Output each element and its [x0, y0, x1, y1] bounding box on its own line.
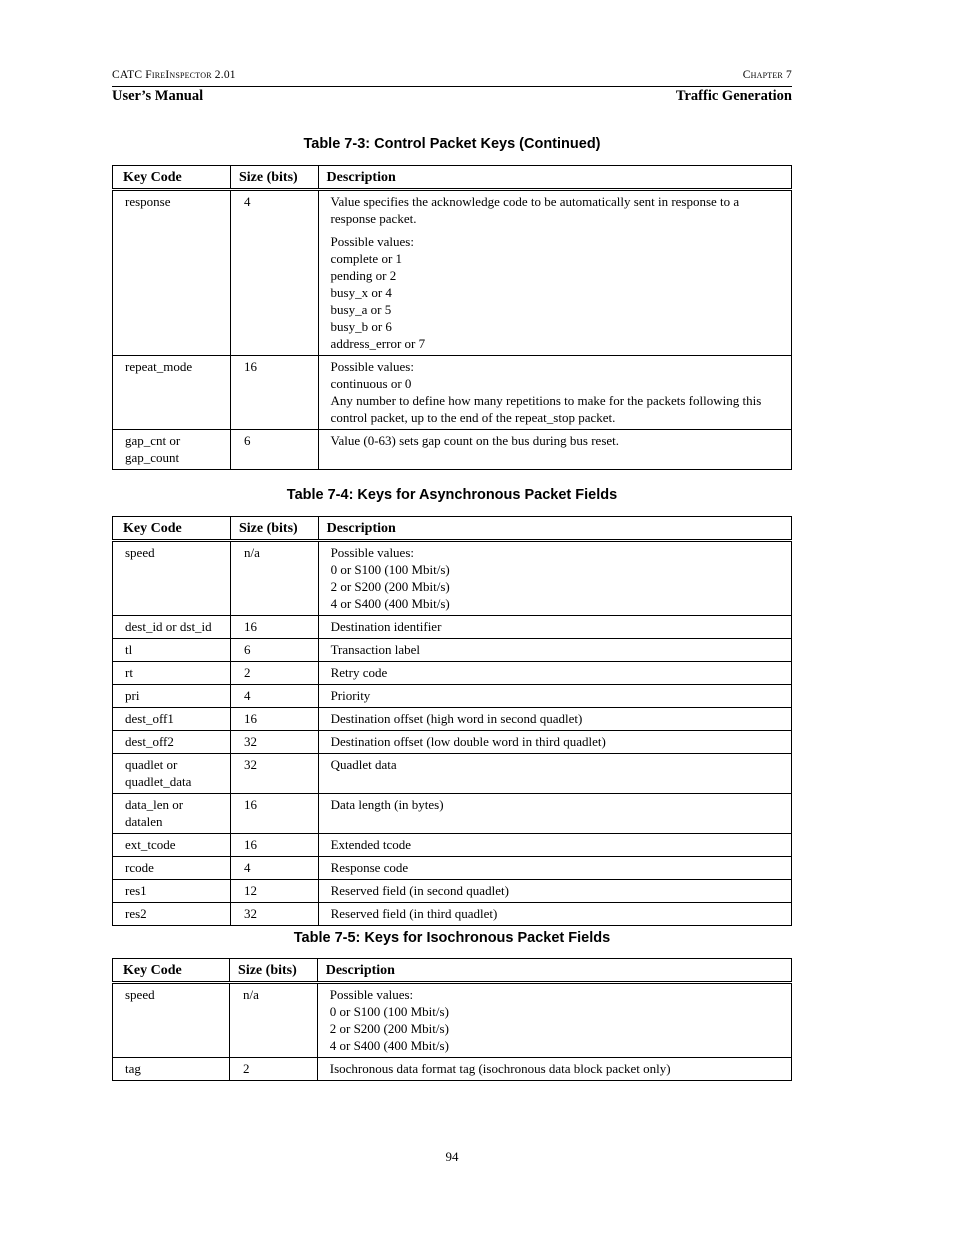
size-cell: 4 [230, 685, 318, 708]
key-line: gap_cnt or [125, 433, 181, 448]
size-cell: 2 [230, 1058, 318, 1081]
value-line: 0 or S100 (100 Mbit/s) [330, 562, 450, 577]
column-header-description: Description [317, 959, 791, 983]
description-cell [317, 983, 791, 1058]
table-row [113, 356, 792, 430]
key-code-cell: speed [113, 983, 230, 1058]
size-cell: 6 [230, 639, 318, 662]
async-packet-keys-table [112, 516, 792, 926]
description-cell: Response code [318, 857, 791, 880]
value-line: 2 or S200 (200 Mbit/s) [330, 579, 450, 594]
size-cell: 16 [230, 616, 318, 639]
value-line: Possible values: [330, 359, 414, 374]
table-row [113, 616, 792, 639]
key-code-cell: dest_id or dst_id [113, 616, 231, 639]
key-code-cell: rt [113, 662, 231, 685]
table-header-row [113, 959, 792, 983]
size-cell: 6 [230, 430, 318, 470]
key-code-cell: dest_off2 [113, 731, 231, 754]
table-row [113, 1058, 792, 1081]
key-code-cell: pri [113, 685, 231, 708]
key-line: quadlet_data [125, 774, 192, 789]
description-cell: Isochronous data format tag (isochronous data block packet only) [317, 1058, 791, 1081]
table-row [113, 754, 792, 794]
section-title: Traffic Generation [675, 88, 792, 104]
table-row [113, 857, 792, 880]
description-cell: Retry code [318, 662, 791, 685]
table-row [113, 430, 792, 470]
value-line: address_error or 7 [330, 336, 426, 351]
key-code-cell: res1 [113, 880, 231, 903]
table-row [113, 880, 792, 903]
size-cell: 12 [230, 880, 318, 903]
key-code-cell: tl [113, 639, 231, 662]
page-number: 94 [445, 1149, 459, 1164]
value-line: pending or 2 [330, 268, 397, 283]
description-cell: Quadlet data [318, 754, 791, 794]
size-cell: 16 [230, 834, 318, 857]
table-header-row [113, 166, 792, 190]
description-cell: Priority [318, 685, 791, 708]
value-line: Any number to define how many repetitions to make for the packets following this control packet, up to the end of the repeat_stop packet. [330, 393, 762, 425]
column-header-description: Description [318, 166, 791, 190]
size-cell: 32 [230, 754, 318, 794]
description-cell: Value (0-63) sets gap count on the bus during bus reset. [318, 430, 791, 470]
key-code-cell: dest_off1 [113, 708, 231, 731]
table-row [113, 731, 792, 754]
iso-packet-keys-table [112, 958, 792, 1081]
key-line: data_len or [125, 797, 184, 812]
key-code-cell: tag [113, 1058, 230, 1081]
description-text: Value specifies the acknowledge code to be automatically sent in response to a response packet. [330, 194, 740, 226]
size-cell: 32 [230, 903, 318, 926]
key-line: quadlet or [125, 757, 178, 772]
value-line: continuous or 0 [330, 376, 412, 391]
value-line: 4 or S400 (400 Mbit/s) [330, 596, 450, 611]
description-cell: Transaction label [318, 639, 791, 662]
manual-title: User’s Manual [112, 88, 204, 104]
size-cell: 4 [230, 857, 318, 880]
table-row [113, 903, 792, 926]
key-code-cell: response [113, 190, 231, 356]
table-caption: Table 7-4: Keys for Asynchronous Packet Fields [286, 487, 618, 503]
key-code-cell [113, 754, 231, 794]
column-header-description: Description [318, 517, 791, 541]
table-row [113, 834, 792, 857]
key-code-cell: ext_tcode [113, 834, 231, 857]
table-row [113, 639, 792, 662]
value-line: 2 or S200 (200 Mbit/s) [329, 1021, 449, 1036]
value-line: busy_x or 4 [330, 285, 392, 300]
value-line: 4 or S400 (400 Mbit/s) [329, 1038, 449, 1053]
key-code-cell: res2 [113, 903, 231, 926]
value-line: busy_b or 6 [330, 319, 392, 334]
table-row [113, 662, 792, 685]
key-code-cell: rcode [113, 857, 231, 880]
table-row [113, 708, 792, 731]
key-line: gap_count [125, 450, 180, 465]
table-caption: Table 7-5: Keys for Isochronous Packet Fields [293, 930, 611, 946]
column-header-size: Size (bits) [230, 166, 318, 190]
size-cell: 4 [230, 190, 318, 356]
running-header-bottom [112, 86, 792, 105]
description-cell [318, 541, 791, 616]
description-cell: Reserved field (in third quadlet) [318, 903, 791, 926]
value-line: busy_a or 5 [330, 302, 392, 317]
description-cell: Destination offset (low double word in third quadlet) [318, 731, 791, 754]
value-line: 0 or S100 (100 Mbit/s) [329, 1004, 449, 1019]
size-cell: 16 [230, 356, 318, 430]
value-line: Possible values: [329, 987, 414, 1002]
size-cell: 16 [230, 708, 318, 731]
column-header-key: Key Code [113, 166, 231, 190]
table-row [113, 794, 792, 834]
key-code-cell [113, 430, 231, 470]
table-header-row [113, 517, 792, 541]
column-header-size: Size (bits) [230, 959, 318, 983]
column-header-key: Key Code [113, 959, 230, 983]
column-header-key: Key Code [113, 517, 231, 541]
table-row [113, 685, 792, 708]
description-cell: Data length (in bytes) [318, 794, 791, 834]
size-cell: n/a [230, 541, 318, 616]
table-row [113, 983, 792, 1058]
chapter-label: Chapter 7 [742, 69, 792, 81]
size-cell: 16 [230, 794, 318, 834]
table-row [113, 541, 792, 616]
key-code-cell: speed [113, 541, 231, 616]
value-line: complete or 1 [330, 251, 403, 266]
column-header-size: Size (bits) [230, 517, 318, 541]
value-line: Possible values: [330, 545, 414, 560]
description-cell: Destination offset (high word in second quadlet) [318, 708, 791, 731]
size-cell: 32 [230, 731, 318, 754]
description-cell [318, 190, 791, 356]
product-name: CATC FireInspector 2.01 [112, 69, 236, 81]
key-code-cell [113, 794, 231, 834]
key-line: datalen [125, 814, 163, 829]
table-caption: Table 7-3: Control Packet Keys (Continued) [303, 136, 601, 152]
control-packet-keys-table [112, 165, 792, 470]
description-cell: Destination identifier [318, 616, 791, 639]
size-cell: 2 [230, 662, 318, 685]
size-cell: n/a [230, 983, 318, 1058]
value-line: Possible values: [330, 234, 414, 249]
description-cell: Extended tcode [318, 834, 791, 857]
description-cell: Reserved field (in second quadlet) [318, 880, 791, 903]
running-header-top [112, 69, 792, 81]
description-cell [318, 356, 791, 430]
table-row [113, 190, 792, 356]
key-code-cell: repeat_mode [113, 356, 231, 430]
